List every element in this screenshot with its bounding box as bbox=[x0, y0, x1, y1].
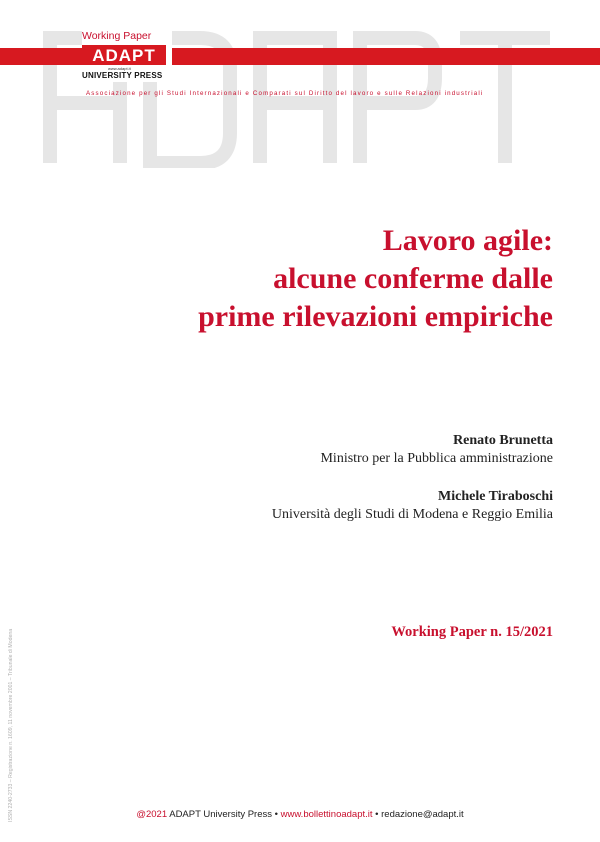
adapt-logo bbox=[82, 30, 172, 82]
footer-website-link[interactable]: www.bollettinoadapt.it bbox=[280, 809, 373, 820]
author-block bbox=[320, 432, 553, 468]
footer-email-link[interactable]: redazione@adapt.it bbox=[381, 809, 464, 820]
paper-title bbox=[198, 222, 553, 336]
footer-publisher: ADAPT University Press • bbox=[167, 809, 281, 820]
footer bbox=[0, 809, 600, 820]
author-affiliation: Università degli Studi di Modena e Reggio Emilia bbox=[271, 507, 553, 522]
logo-url: www.adapt.it bbox=[108, 66, 131, 71]
press-label: UNIVERSITY PRESS bbox=[82, 71, 163, 80]
logo-text: ADAPT bbox=[92, 46, 156, 65]
author-name: Michele Tiraboschi bbox=[438, 489, 553, 504]
working-paper-number: Working Paper n. 15/2021 bbox=[391, 624, 553, 640]
adapt-logo-wordmark bbox=[82, 45, 166, 65]
association-tagline: Associazione per gli Studi Internazionali e Comparati sul Diritto del lavoro e sulle Relazioni industriali bbox=[86, 90, 484, 97]
title-line-2: alcune conferme dalle bbox=[273, 262, 553, 295]
footer-separator: • bbox=[372, 809, 382, 820]
title-line-1: Lavoro agile: bbox=[382, 224, 553, 257]
author-name: Renato Brunetta bbox=[453, 433, 553, 448]
footer-copyright: @2021 bbox=[136, 809, 168, 820]
author-affiliation: Ministro per la Pubblica amministrazione bbox=[320, 451, 553, 466]
series-label: Working Paper bbox=[82, 30, 152, 42]
registration-note: ISSN 2240-2733 – Registrazione n. 1609, 11 novembre 2001 – Tribunale di Modena bbox=[8, 628, 14, 822]
title-line-3: prime rilevazioni empiriche bbox=[198, 300, 553, 333]
author-block bbox=[272, 488, 553, 524]
